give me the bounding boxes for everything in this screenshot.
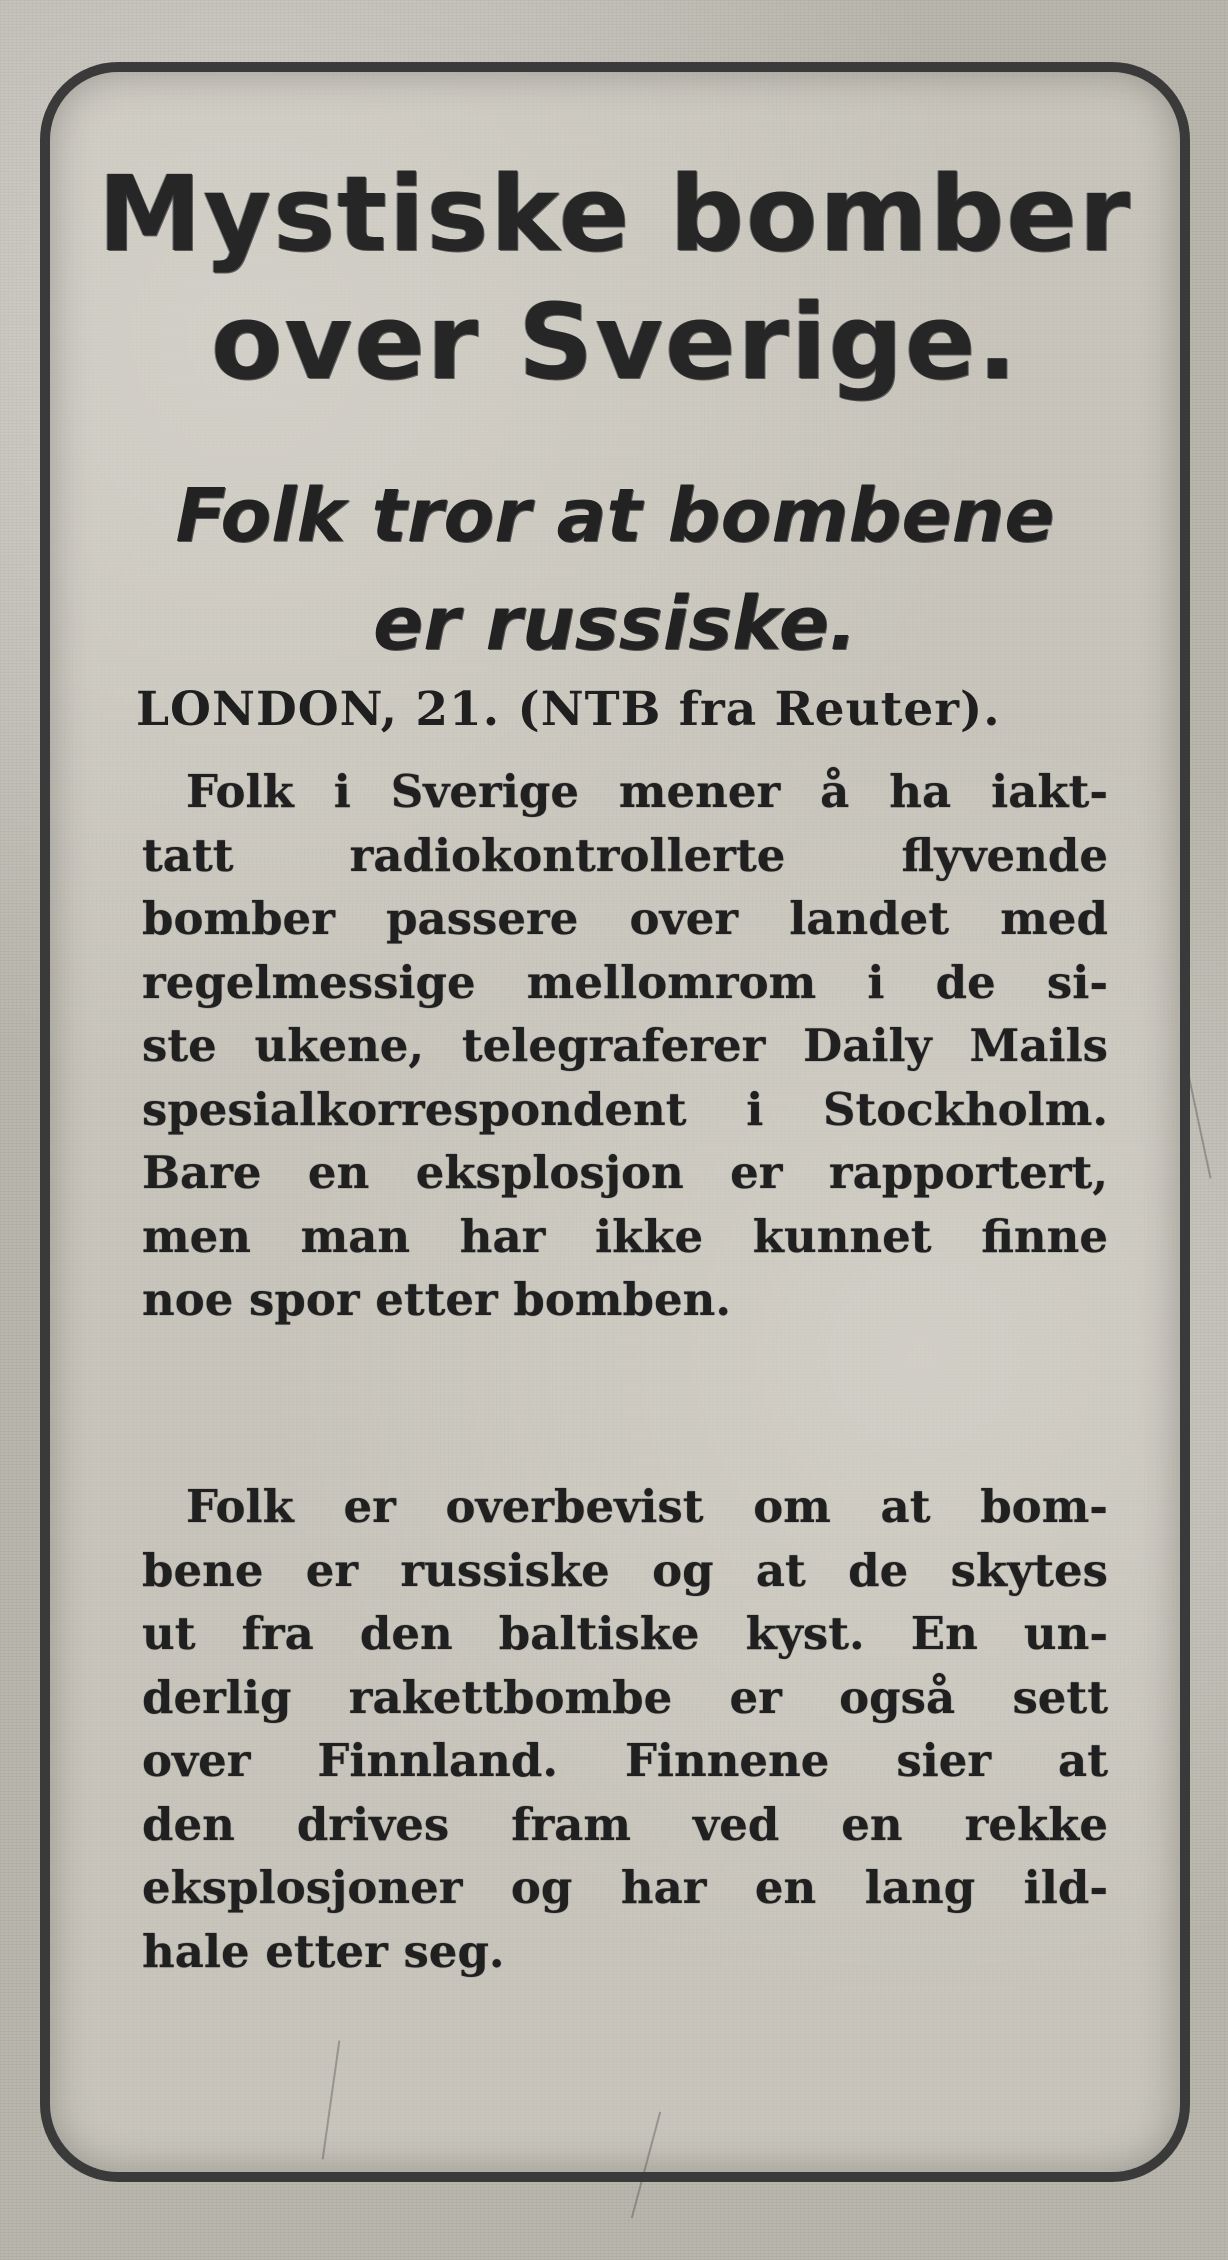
- text-line: bomber passere over landet med: [142, 892, 1108, 945]
- text-line: Folk i Sverige mener å ha iakt-: [186, 765, 1108, 818]
- text-line: bene er russiske og at de skytes: [142, 1543, 1108, 1597]
- text-line: eksplosjoner og har en lang ild-: [142, 1861, 1108, 1914]
- text-line: noe spor etter bomben.: [142, 1273, 731, 1326]
- text-line: tatt radiokontrollerte flyvende: [142, 828, 1108, 882]
- subheadline-line: Folk tror at bombene: [175, 473, 1055, 559]
- headline-line: over Sverige.: [211, 281, 1019, 403]
- subheadline-line: er russiske.: [373, 581, 857, 667]
- headline-line: Mystiske bomber: [97, 153, 1133, 275]
- text-line: over Finnland. Finnene sier at: [142, 1734, 1108, 1787]
- text-line: den drives fram ved en rekke: [142, 1797, 1108, 1851]
- text-line: spesialkorrespondent i Stockholm.: [142, 1082, 1108, 1136]
- text-line: ut fra den baltiske kyst. En un-: [142, 1607, 1108, 1660]
- article-paragraph-1: [142, 760, 1108, 1332]
- dateline: LONDON, 21. (NTB fra Reuter).: [136, 682, 1001, 737]
- article-paragraph-2: [142, 1475, 1108, 1983]
- subheadline: [90, 462, 1140, 678]
- text-line: men man har ikke kunnet finne: [142, 1209, 1108, 1263]
- text-line: Folk er overbevist om at bom-: [186, 1480, 1108, 1533]
- text-line: derlig rakettbombe er også sett: [142, 1670, 1108, 1724]
- headline: [90, 150, 1140, 406]
- text-line: hale etter seg.: [142, 1924, 505, 1978]
- text-line: Bare en eksplosjon er rapportert,: [142, 1146, 1108, 1199]
- text-line: regelmessige mellomrom i de si-: [142, 955, 1108, 1009]
- text-line: ste ukene, telegraferer Daily Mails: [142, 1019, 1108, 1072]
